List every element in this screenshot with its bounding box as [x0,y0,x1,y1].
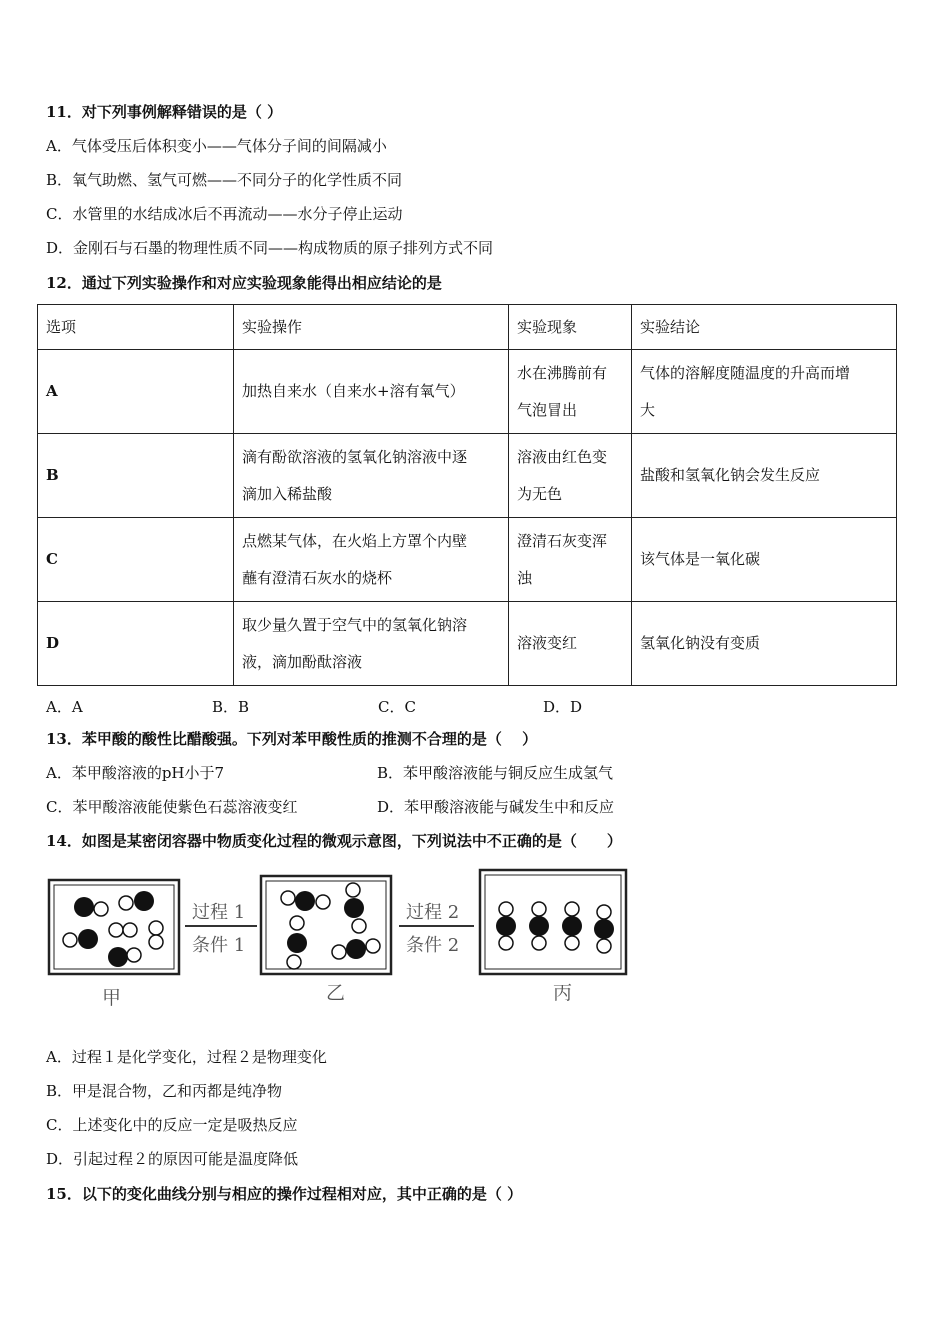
white-atom [287,955,301,969]
row-conclusion-line: 盐酸和氢氧化钠会发生反应 [640,466,821,484]
condition-2-label: 条件 2 [406,935,460,956]
white-atom [597,905,611,919]
q11-option-c: C．水管里的水结成冰后不再流动——水分子停止运动 [46,205,403,223]
row-option: A [38,350,234,434]
white-atom [565,936,579,950]
q13-stem: 13．苯甲酸的酸性比醋酸强。下列对苯甲酸性质的推测不合理的是（ ） [46,730,538,748]
row-conclusion [632,518,897,602]
white-atom [352,919,366,933]
process-1-label: 过程 1 [192,902,246,923]
row-operation [234,518,509,602]
row-operation-line: 加热自来水（自来水+溶有氧气） [242,382,465,400]
black-atom [562,916,582,936]
row-phenomenon-line: 浊 [517,568,533,587]
black-atom [295,891,315,911]
particle-diagram [46,866,636,1014]
q13-option-b: B．苯甲酸溶液能与铜反应生成氢气 [377,764,614,782]
black-atom [78,929,98,949]
row-conclusion [632,350,897,434]
label-bing: 丙 [553,982,573,1004]
row-conclusion-line: 该气体是一氧化碳 [640,550,761,568]
white-atom [499,936,513,950]
q11-option-d: D．金刚石与石墨的物理性质不同——构成物质的原子排列方式不同 [46,239,494,257]
q13-option-a: A．苯甲酸溶液的pH小于7 [46,764,225,782]
q12-option-a: A．A [46,698,83,716]
white-atom [565,902,579,916]
table-row [38,350,897,434]
header-option: 选项 [38,305,234,350]
white-atom [149,935,163,949]
white-atom [366,939,380,953]
white-atom [346,883,360,897]
row-conclusion-line: 气体的溶解度随温度的升高而增 [640,363,851,382]
white-atom [123,923,137,937]
label-jia: 甲 [102,987,122,1009]
white-atom [94,902,108,916]
q13-option-c: C．苯甲酸溶液能使紫色石蕊溶液变红 [46,798,298,816]
q11-option-a: A．气体受压后体积变小——气体分子间的间隔减小 [46,137,387,155]
process-2-arrow [399,902,474,956]
white-atom [597,939,611,953]
black-atom [344,898,364,918]
row-operation [234,434,509,518]
white-atom [332,945,346,959]
table-row [38,602,897,686]
row-operation-line: 滴加入稀盐酸 [242,484,333,503]
white-atom [499,902,513,916]
q12-stem: 12．通过下列实验操作和对应实验现象能得出相应结论的是 [46,274,442,292]
q14-option-c: C．上述变化中的反应一定是吸热反应 [46,1116,298,1134]
box-bing [480,870,626,974]
row-operation [234,350,509,434]
black-atom [496,916,516,936]
q14-option-d: D．引起过程２的原因可能是温度降低 [46,1150,299,1168]
row-operation-line: 点燃某气体，在火焰上方罩个内壁 [242,531,468,550]
q11-stem: 11．对下列事例解释错误的是（ ） [46,103,283,121]
process-1-arrow [185,902,257,956]
box-jia [49,880,179,974]
row-option: C [38,518,234,602]
white-atom [119,896,133,910]
row-option: B [38,434,234,518]
row-operation-line: 取少量久置于空气中的氢氧化钠溶 [242,615,468,634]
row-conclusion-line: 氢氧化钠没有变质 [640,634,761,652]
q14-option-b: B．甲是混合物，乙和丙都是纯净物 [46,1082,283,1100]
q12-option-c: C．C [378,698,416,716]
experiment-table [37,304,897,686]
table-header-row [38,305,897,350]
white-atom [63,933,77,947]
white-atom [109,923,123,937]
row-phenomenon-line: 溶液变红 [517,634,578,652]
label-yi: 乙 [326,982,346,1004]
white-atom [149,921,163,935]
q14-stem: 14．如图是某密闭容器中物质变化过程的微观示意图，下列说法中不正确的是（ ） [46,832,622,850]
header-phenomenon: 实验现象 [509,305,632,350]
black-atom [529,916,549,936]
q11-option-b: B．氧气助燃、氢气可燃——不同分子的化学性质不同 [46,171,403,189]
row-operation-line: 滴有酚欲溶液的氢氧化钠溶液中逐 [242,447,468,466]
q13-option-d: D．苯甲酸溶液能与碱发生中和反应 [377,798,615,816]
white-atom [290,916,304,930]
row-phenomenon-line: 为无色 [517,484,563,503]
row-phenomenon [509,518,632,602]
row-phenomenon [509,350,632,434]
row-phenomenon-line: 溶液由红色变 [517,447,608,466]
white-atom [532,902,546,916]
process-2-label: 过程 2 [406,902,460,923]
row-phenomenon [509,602,632,686]
row-conclusion [632,602,897,686]
white-atom [532,936,546,950]
black-atom [134,891,154,911]
box-yi [261,876,391,974]
header-operation: 实验操作 [234,305,509,350]
header-conclusion: 实验结论 [632,305,897,350]
row-phenomenon [509,434,632,518]
black-atom [346,939,366,959]
row-phenomenon-line: 水在沸腾前有 [517,363,608,382]
row-operation [234,602,509,686]
condition-1-label: 条件 1 [192,935,246,956]
q12-option-b: B．B [212,698,250,716]
q14-option-a: A．过程１是化学变化，过程２是物理变化 [46,1048,327,1066]
white-atom [127,948,141,962]
row-option: D [38,602,234,686]
row-phenomenon-line: 澄清石灰变浑 [517,531,608,550]
q15-stem: 15．以下的变化曲线分别与相应的操作过程相对应，其中正确的是（ ） [46,1185,523,1203]
white-atom [281,891,295,905]
q12-option-d: D．D [543,698,583,716]
row-conclusion-line: 大 [640,400,656,419]
row-operation-line: 蘸有澄清石灰水的烧杯 [242,568,393,587]
table-row [38,434,897,518]
black-atom [594,919,614,939]
black-atom [287,933,307,953]
black-atom [108,947,128,967]
row-phenomenon-line: 气泡冒出 [517,400,578,419]
white-atom [316,895,330,909]
row-operation-line: 液，滴加酚酞溶液 [242,652,363,671]
row-conclusion [632,434,897,518]
table-row [38,518,897,602]
black-atom [74,897,94,917]
